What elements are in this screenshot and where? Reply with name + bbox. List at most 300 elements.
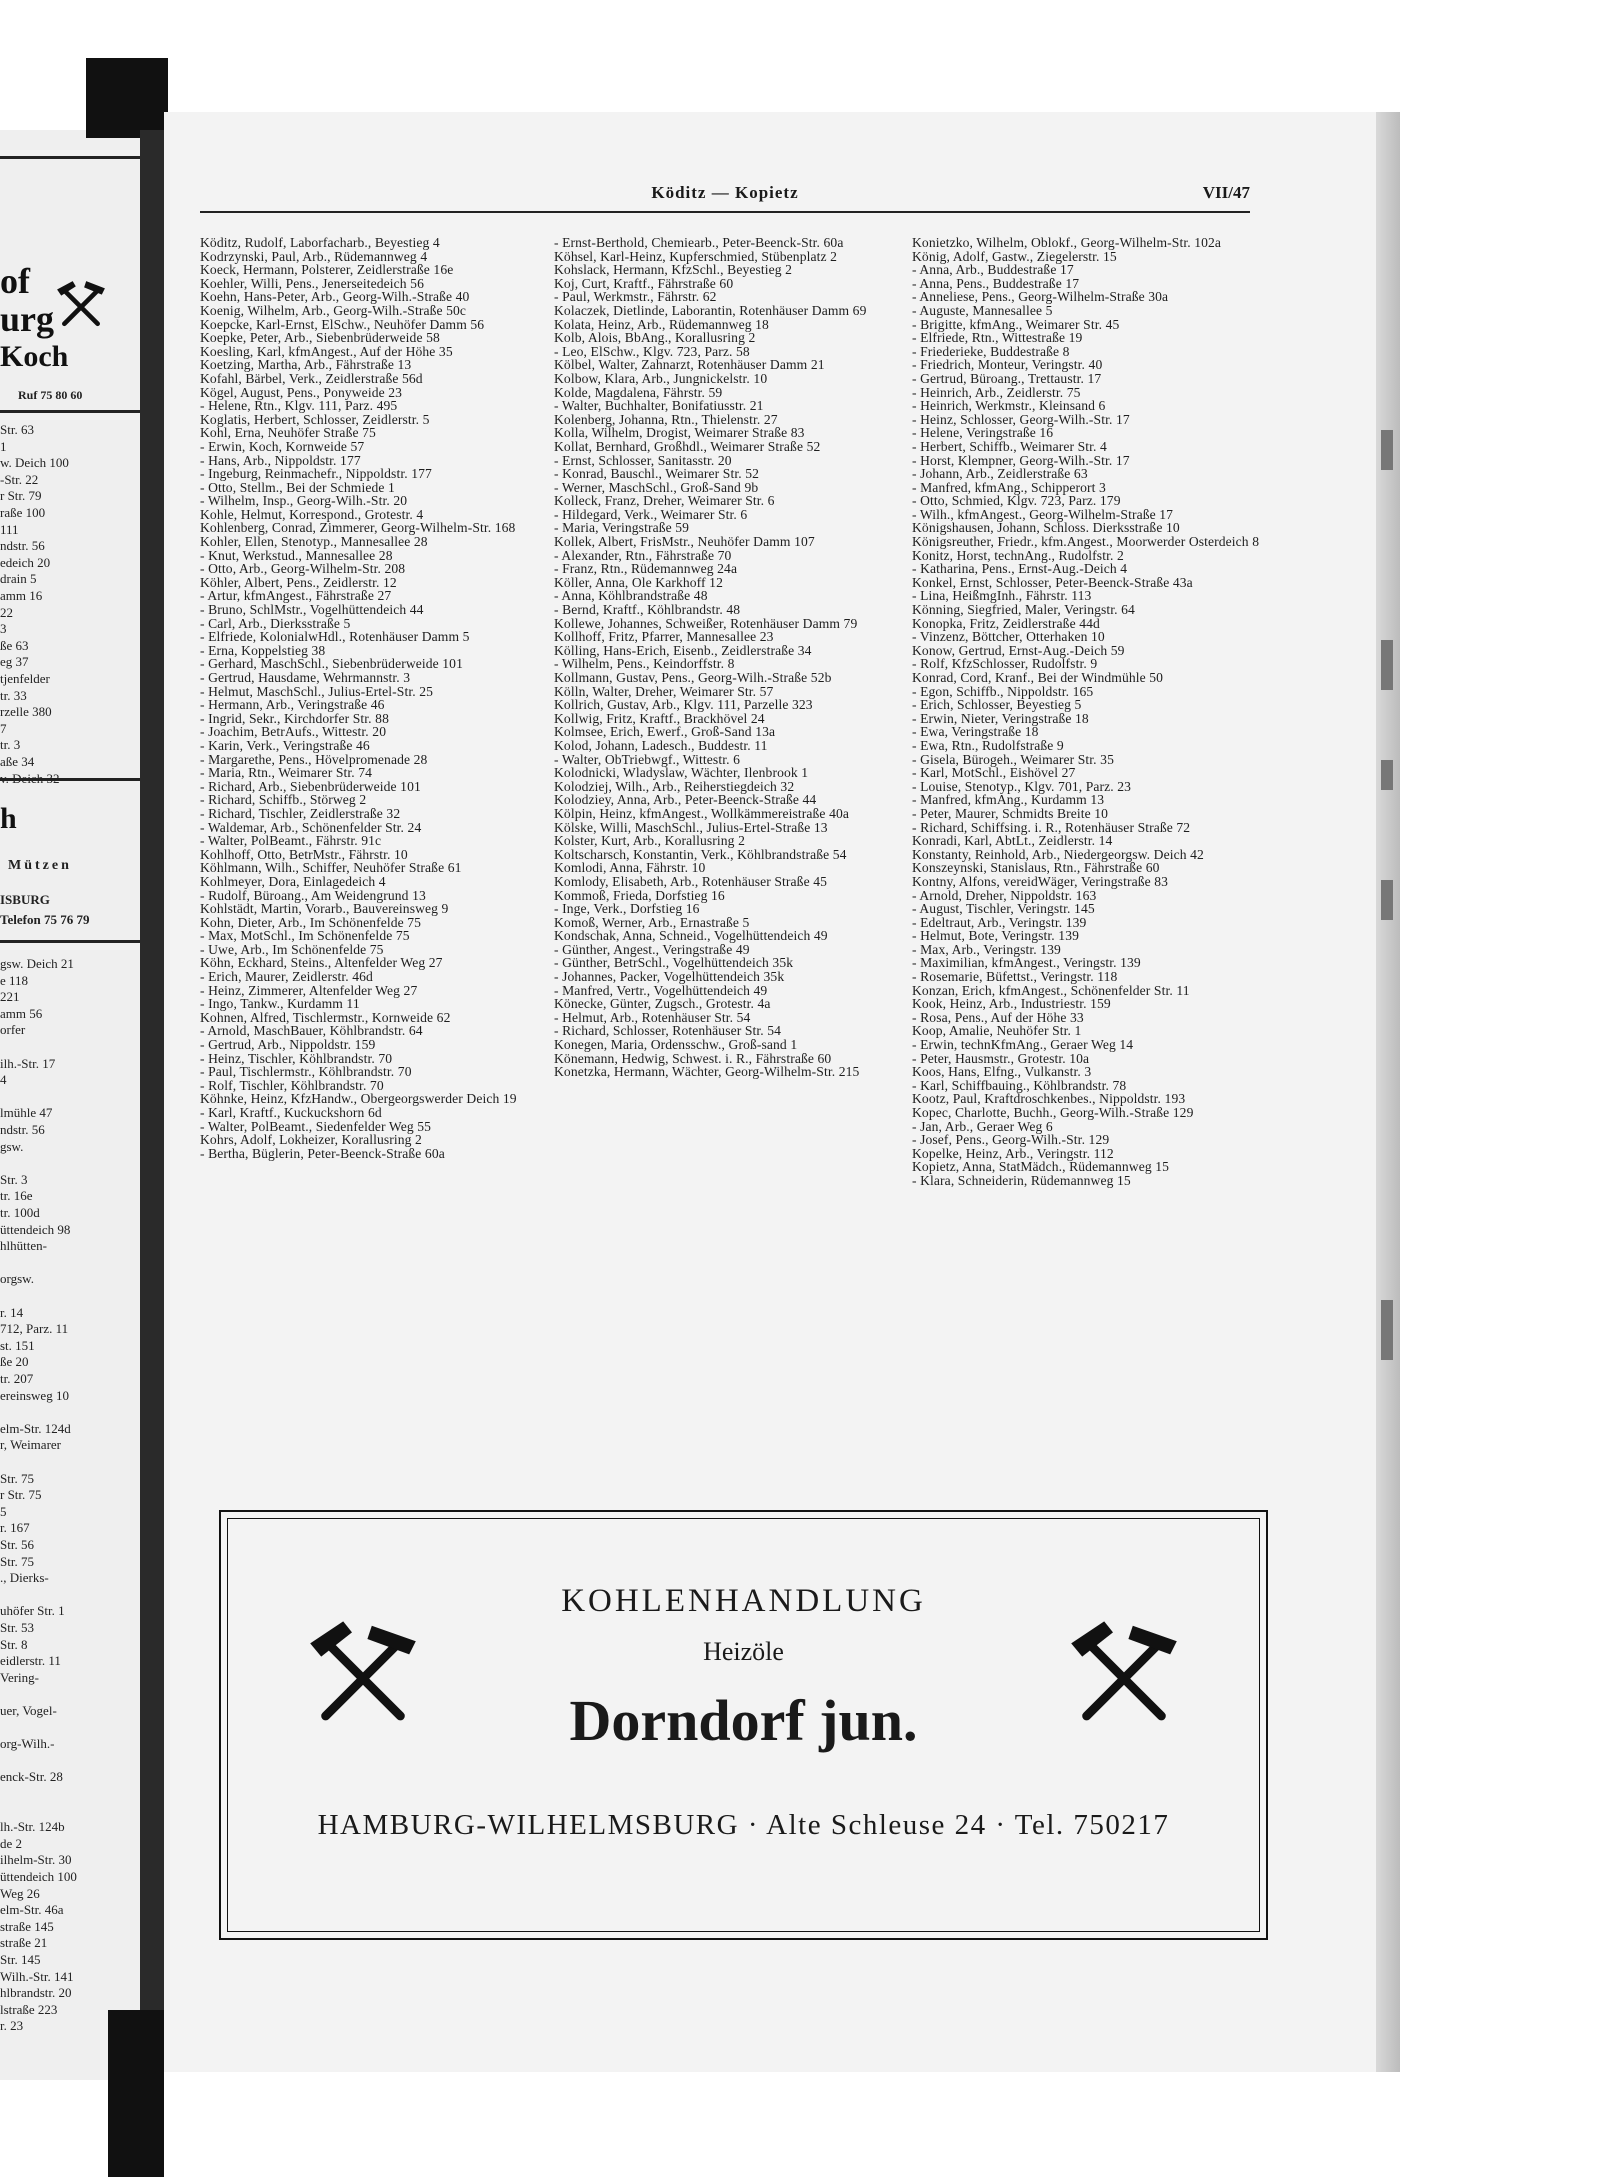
directory-entry: - Gisela, Bürogeh., Weimarer Str. 35: [912, 751, 1114, 767]
directory-entry: Kölling, Hans-Erich, Eisenb., Zeidlerstraße 34: [554, 642, 812, 658]
left-ad2-line-4: Telefon 75 76 79: [0, 912, 90, 927]
directory-entry: - Helene, Veringstraße 16: [912, 425, 1054, 441]
directory-entry: - Franz, Rtn., Rüdemannweg 24a: [554, 561, 738, 577]
edge-tab-mark: [1381, 640, 1393, 690]
directory-entry: Kolla, Wilhelm, Drogist, Weimarer Straße 83: [554, 425, 805, 441]
binding-strip-top: [86, 58, 168, 138]
directory-entry: - Friederieke, Buddestraße 8: [912, 343, 1070, 359]
directory-entry: - Otto, Stellm., Bei der Schmiede 1: [200, 479, 395, 495]
edge-tab-mark: [1381, 1300, 1393, 1360]
left-page-line: tr. 3: [0, 737, 21, 753]
directory-entry: - Helene, Rtn., Klgv. 111, Parz. 495: [200, 398, 398, 414]
directory-entry: - Rosemarie, Büfettst., Veringstr. 118: [912, 969, 1118, 985]
directory-entry: - Johann, Arb., Zeidlerstraße 63: [912, 466, 1088, 482]
directory-entry: Köhnke, Heinz, KfzHandw., Obergeorgswerder Deich 19: [200, 1091, 517, 1107]
directory-entry: - Auguste, Mannesallee 5: [912, 302, 1053, 318]
directory-entry: - Karl, MotSchl., Eishövel 27: [912, 765, 1076, 781]
left-page-line: tjenfelder: [0, 671, 50, 686]
directory-entry: Kolodnicki, Wladyslaw, Wächter, Ilenbrook 1: [554, 765, 809, 781]
directory-entry: - Richard, Arb., Siebenbrüderweide 101: [200, 778, 421, 794]
directory-entry: Konopka, Fritz, Zeidlerstraße 44d: [912, 615, 1100, 631]
directory-entry: Könning, Siegfried, Maler, Veringstr. 64: [912, 602, 1135, 618]
directory-entry: Kölln, Walter, Dreher, Weimarer Str. 57: [554, 683, 774, 699]
directory-entry: - Arnold, MaschBauer, Köhlbrandstr. 64: [200, 1023, 423, 1039]
directory-entry: - Walter, ObTriebwgf., Wittestr. 6: [554, 751, 740, 767]
directory-entry: - Elfriede, Rtn., Wittestraße 19: [912, 330, 1083, 346]
directory-entry: Koos, Hans, Elfng., Vulkanstr. 3: [912, 1064, 1092, 1080]
left-page-line: amm 56: [0, 1005, 43, 1021]
left-page-line: 4: [0, 1072, 7, 1088]
left-page-line: gsw. Deich 21: [0, 956, 74, 971]
directory-entry: - Karl, Schiffbauing., Köhlbrandstr. 78: [912, 1077, 1127, 1093]
directory-entry: - Gertrud, Büroang., Trettaustr. 17: [912, 370, 1102, 386]
directory-entry: - Waldemar, Arb., Schönenfelder Str. 24: [200, 819, 422, 835]
left-ad-line-1: of: [0, 261, 30, 301]
left-ad-line-2: urg: [0, 299, 54, 339]
directory-entry: Königsreuther, Friedr., kfm.Angest., Moorwerder Osterdeich 8: [912, 534, 1260, 550]
directory-entry: - Paul, Tischlermstr., Köhlbrandstr. 70: [200, 1064, 412, 1080]
edge-tab-mark: [1381, 880, 1393, 920]
directory-entry: - Lina, HeißmgInh., Fährstr. 113: [912, 588, 1092, 604]
left-page-line: enck-Str. 28: [0, 1769, 63, 1785]
directory-entry: - Hans, Arb., Nippoldstr. 177: [200, 452, 361, 468]
directory-entry: Kollwig, Fritz, Kraftf., Brackhövel 24: [554, 710, 765, 726]
directory-entry: - Maria, Veringstraße 59: [554, 520, 690, 536]
left-page-line: lmühle 47: [0, 1105, 53, 1121]
ad-subtitle: Heizöle: [703, 1637, 784, 1666]
left-page-line: drain 5: [0, 571, 37, 587]
directory-entry: - Vinzenz, Böttcher, Otterhaken 10: [912, 629, 1105, 645]
directory-entry: - Otto, Schmied, Klgv. 723, Parz. 179: [912, 493, 1121, 509]
directory-entry: - Gerhard, MaschSchl., Siebenbrüderweide 101: [200, 656, 463, 672]
directory-entry: - Erich, Schlosser, Beyestieg 5: [912, 697, 1082, 713]
directory-entry: Kopec, Charlotte, Buchh., Georg-Wilh.-Straße 129: [912, 1105, 1194, 1120]
directory-entry: - Egon, Schiffb., Nippoldstr. 165: [912, 683, 1094, 699]
directory-entry: - Bernd, Kraftf., Köhlbrandstr. 48: [554, 602, 741, 618]
directory-entry: Kollhoff, Fritz, Pfarrer, Mannesallee 23: [554, 629, 774, 645]
left-ad-line-3: Koch: [0, 340, 69, 373]
left-page-line: ereinsweg 10: [0, 1387, 69, 1403]
directory-entry: - Manfred, Vertr., Vogelhüttendeich 49: [554, 982, 768, 998]
directory-entry: - Margarethe, Pens., Hövelpromenade 28: [200, 751, 428, 767]
directory-entry: - Carl, Arb., Dierksstraße 5: [200, 615, 351, 631]
directory-entry: Konetzka, Hermann, Wächter, Georg-Wilhelm-Str. 215: [554, 1064, 860, 1080]
directory-entry: - Bertha, Büglerin, Peter-Beenck-Straße 60a: [200, 1145, 445, 1161]
left-page-line: lstraße 223: [0, 2001, 58, 2017]
directory-entry: Konietzko, Wilhelm, Oblokf., Georg-Wilhelm-Str. 102a: [912, 236, 1222, 250]
directory-entry: Koj, Curt, Kraftf., Fährstraße 60: [554, 275, 734, 291]
directory-entry: - Anneliese, Pens., Georg-Wilhelm-Straße 30a: [912, 289, 1169, 305]
edge-tab-mark: [1381, 430, 1393, 470]
directory-entry: - Ingrid, Sekr., Kirchdorfer Str. 88: [200, 710, 389, 726]
directory-entry: - Jan, Arb., Geraer Weg 6: [912, 1118, 1053, 1134]
left-page-line: r Str. 75: [0, 1487, 42, 1503]
directory-entry: - Manfred, kfmAng., Kurdamm 13: [912, 792, 1105, 808]
directory-entry: - Karin, Verk., Veringstraße 46: [200, 737, 370, 753]
advertisement-inner-frame: [227, 1518, 1260, 1932]
left-ad-phone: Ruf 75 80 60: [18, 388, 83, 402]
left-page-line: tr. 16e: [0, 1188, 33, 1204]
directory-entry: Koepcke, Karl-Ernst, ElSchw., Neuhöfer Damm 56: [200, 316, 485, 332]
left-page-line: üttendeich 100: [0, 1869, 77, 1884]
left-page-line: hlhütten-: [0, 1238, 47, 1254]
directory-entry: Kohl, Erna, Neuhöfer Straße 75: [200, 425, 376, 441]
directory-entry: - Manfred, kfmAng., Schipperort 3: [912, 479, 1106, 495]
directory-entry: - Joachim, BetrAufs., Wittestr. 20: [200, 724, 387, 740]
directory-entry: Kollek, Albert, FrisMstr., Neuhöfer Damm 107: [554, 534, 815, 550]
directory-entry: Kohlstädt, Martin, Vorarb., Bauvereinsweg 9: [200, 901, 449, 917]
directory-entry: - Anna, Köhlbrandstraße 48: [554, 588, 708, 604]
directory-entry: Kondschak, Anna, Schneid., Vogelhüttendeich 49: [554, 928, 828, 944]
page-edge: [1376, 112, 1400, 2072]
left-page-line: ilh.-Str. 17: [0, 1055, 56, 1071]
left-page-line: Str. 145: [0, 1952, 41, 1967]
directory-entry: - Richard, Schlosser, Rotenhäuser Str. 54: [554, 1023, 782, 1039]
left-page-line: Str. 63: [0, 422, 34, 437]
directory-entry: - Rolf, KfzSchlosser, Rudolfstr. 9: [912, 656, 1098, 672]
left-page-line: ße 63: [0, 637, 29, 653]
left-page-line: raße 100: [0, 505, 46, 520]
previous-page-fragment: [0, 130, 140, 2080]
left-page-line: st. 151: [0, 1337, 35, 1353]
directory-entry: Kommoß, Frieda, Dorfstieg 16: [554, 887, 725, 903]
left-page-line: aße 34: [0, 754, 35, 769]
directory-entry: Kolb, Alois, BbAng., Korallusring 2: [554, 330, 756, 346]
directory-entry: Kohslack, Hermann, KfzSchl., Beyestieg 2: [554, 262, 793, 278]
directory-entry: Kootz, Paul, Kraftdroschkenbes., Nippoldstr. 193: [912, 1091, 1186, 1107]
directory-entry: Konszeynski, Stanislaus, Rtn., Fährstraße 60: [912, 860, 1160, 876]
directory-entry: - Knut, Werkstud., Mannesallee 28: [200, 547, 393, 563]
left-page-line: e 118: [0, 972, 29, 988]
directory-entry: - Walter, PolBeamt., Siedenfelder Weg 55: [200, 1118, 432, 1134]
left-page-line: 3: [0, 621, 7, 637]
directory-entry: Konradi, Karl, AbtLt., Zeidlerstr. 14: [912, 833, 1113, 849]
left-page-line: straße 145: [0, 1918, 54, 1934]
header-rule: [200, 211, 1250, 213]
left-page-line: ndstr. 56: [0, 1122, 45, 1137]
left-page-line: ., Dierks-: [0, 1570, 49, 1586]
left-page-line: r. 14: [0, 1304, 24, 1320]
directory-entry: Kohlhoff, Otto, BetrMstr., Fährstr. 10: [200, 846, 408, 862]
running-header: [200, 183, 1250, 207]
directory-entry: - Richard, Schiffb., Störweg 2: [200, 792, 367, 808]
left-page-line: Vering-: [0, 1669, 39, 1685]
directory-entry: - Hermann, Arb., Veringstraße 46: [200, 697, 385, 713]
directory-entry: Kolodziej, Wilh., Arb., Reiherstiegdeich 32: [554, 778, 795, 794]
left-page-line: org-Wilh.-: [0, 1736, 55, 1752]
directory-entry: Konrad, Cord, Kranf., Bei der Windmühle 50: [912, 670, 1164, 685]
directory-entry: Kolleck, Franz, Dreher, Weimarer Str. 6: [554, 493, 775, 509]
left-page-line: orgsw.: [0, 1271, 34, 1287]
directory-column-2: [554, 236, 902, 1480]
left-page-line: 1: [0, 438, 7, 454]
left-page-line: Str. 3: [0, 1171, 28, 1187]
directory-entry: Kolenberg, Johanna, Rtn., Thielenstr. 27: [554, 411, 778, 427]
directory-entry: Kölske, Willi, MaschSchl., Julius-Ertel-Straße 13: [554, 819, 828, 835]
left-page-line: elm-Str. 124d: [0, 1420, 71, 1436]
binding-strip-bottom: [108, 2010, 164, 2177]
directory-entry: Köhn, Eckhard, Steins., Altenfelder Weg 27: [200, 955, 443, 971]
directory-entry: Kollmann, Gustav, Pens., Georg-Wilh.-Straße 52b: [554, 670, 832, 685]
left-page-line: gsw.: [0, 1138, 24, 1154]
directory-entry: Königshausen, Johann, Schloss. Dierksstraße 10: [912, 520, 1180, 536]
directory-entry: - Rolf, Tischler, Köhlbrandstr. 70: [200, 1077, 384, 1093]
left-page-line: 22: [0, 604, 13, 620]
directory-entry: - Wilhelm, Insp., Georg-Wilh.-Str. 20: [200, 493, 408, 509]
directory-entry: Köller, Anna, Ole Karkhoff 12: [554, 574, 723, 590]
left-ad2-line-3: ISBURG: [0, 892, 50, 907]
directory-entry: - Leo, ElSchw., Klgv. 723, Parz. 58: [554, 343, 750, 359]
directory-entry: Kölbel, Walter, Zahnarzt, Rotenhäuser Damm 21: [554, 357, 825, 373]
left-page-line: uhöfer Str. 1: [0, 1603, 65, 1619]
directory-entry: Koehler, Willi, Pens., Jenerseitedeich 56: [200, 275, 424, 291]
directory-entry: Koehn, Hans-Peter, Arb., Georg-Wilh.-Straße 40: [200, 289, 470, 305]
left-page-line: straße 21: [0, 1935, 48, 1951]
directory-entry: - Erna, Koppelstieg 38: [200, 642, 326, 658]
directory-entry: Konegen, Maria, Ordensschw., Groß-sand 1: [554, 1037, 798, 1053]
directory-entry: Köhsel, Karl-Heinz, Kupferschmied, Stübenplatz 2: [554, 248, 838, 264]
directory-entry: Köhler, Albert, Pens., Zeidlerstr. 12: [200, 574, 397, 590]
directory-entry: Köhlmann, Wilh., Schiffer, Neuhöfer Straße 61: [200, 860, 462, 876]
ad-address: HAMBURG-WILHELMSBURG · Alte Schleuse 24 · Tel. 750217: [317, 1809, 1170, 1841]
directory-entry: Konkel, Ernst, Schlosser, Peter-Beenck-Straße 43a: [912, 574, 1193, 590]
directory-entry: - Klara, Schneiderin, Rüdemannweg 15: [912, 1172, 1131, 1188]
hammer-and-pick-icon: [1069, 1617, 1179, 1727]
directory-entry: - Otto, Arb., Georg-Wilhelm-Str. 208: [200, 561, 406, 577]
directory-entry: - Anna, Arb., Buddestraße 17: [912, 262, 1074, 278]
left-page-line: eg 37: [0, 654, 29, 670]
directory-entry: - Gertrud, Arb., Nippoldstr. 159: [200, 1037, 376, 1053]
left-page-line: hlbrandstr. 20: [0, 1985, 72, 2001]
left-page-line: Str. 53: [0, 1620, 34, 1635]
left-page-line: ße 20: [0, 1354, 29, 1370]
directory-entry: Kopelke, Heinz, Arb., Veringstr. 112: [912, 1145, 1114, 1161]
directory-entry: - Erwin, Koch, Kornweide 57: [200, 438, 365, 454]
left-page-rule-4: [0, 940, 140, 943]
directory-entry: - Erich, Maurer, Zeidlerstr. 46d: [200, 969, 373, 985]
directory-entry: - Günther, BetrSchl., Vogelhüttendeich 35k: [554, 955, 794, 971]
directory-entry: - Richard, Tischler, Zeidlerstraße 32: [200, 805, 401, 821]
directory-entry: - Elfriede, KolonialwHdl., Rotenhäuser Damm 5: [200, 629, 470, 645]
directory-entry: Koesling, Karl, kfmAngest., Auf der Höhe 35: [200, 343, 453, 359]
left-page-line: 5: [0, 1503, 7, 1519]
directory-entry: Konow, Gertrud, Ernst-Aug.-Deich 59: [912, 642, 1125, 658]
directory-entry: - Heinz, Tischler, Köhlbrandstr. 70: [200, 1050, 393, 1066]
directory-entry: Kölpin, Heinz, kfmAngest., Wollkämmereistraße 40a: [554, 805, 849, 821]
directory-entry: Kolod, Johann, Ladesch., Buddestr. 11: [554, 737, 768, 753]
left-page-line: Str. 75: [0, 1470, 34, 1486]
page-gutter: [140, 130, 164, 2080]
directory-entry: - Helmut, Arb., Rotenhäuser Str. 54: [554, 1009, 751, 1025]
directory-entry: Kohle, Helmut, Korrespond., Grotestr. 4: [200, 506, 424, 522]
directory-entry: - Wilhelm, Pens., Keindorffstr. 8: [554, 656, 735, 672]
page-title: Köditz — Kopietz: [651, 183, 799, 202]
directory-entry: Komlodi, Anna, Fährstr. 10: [554, 860, 706, 876]
left-page-line: tr. 207: [0, 1371, 34, 1386]
directory-entry: Kolde, Magdalena, Fährstr. 59: [554, 384, 723, 400]
directory-entry: - Günther, Angest., Veringstraße 49: [554, 941, 750, 957]
directory-entry: Konitz, Horst, technAng., Rudolfstr. 2: [912, 547, 1124, 563]
left-page-line: orfer: [0, 1022, 26, 1038]
directory-entry: - Karl, Kraftf., Kuckuckshorn 6d: [200, 1105, 382, 1120]
directory-entry: Koeck, Hermann, Polsterer, Zeidlerstraße 16e: [200, 262, 454, 278]
directory-entry: Kolaczek, Dietlinde, Laborantin, Rotenhäuser Damm 69: [554, 302, 867, 318]
directory-entry: - Brigitte, kfmAng., Weimarer Str. 45: [912, 316, 1120, 332]
left-page-line: 7: [0, 720, 7, 736]
left-page-line: r Str. 79: [0, 488, 42, 504]
page-number: VII/47: [1202, 183, 1250, 202]
left-page-line: Str. 75: [0, 1553, 34, 1569]
directory-entry: - Friedrich, Monteur, Veringstr. 40: [912, 357, 1103, 373]
directory-entry: - Ernst, Schlosser, Sanitasstr. 20: [554, 452, 732, 468]
left-page-line: elm-Str. 46a: [0, 1902, 64, 1918]
directory-entry: - August, Tischler, Veringstr. 145: [912, 901, 1095, 917]
left-page-line: 712, Parz. 11: [0, 1321, 69, 1337]
hammer-and-pick-icon: [55, 278, 107, 330]
directory-entry: Koenig, Wilhelm, Arb., Georg-Wilh.-Straße 50c: [200, 302, 467, 318]
left-page-line: rzelle 380: [0, 704, 52, 720]
left-ad2-line-2: Mützen: [8, 858, 72, 873]
left-page-line: tr. 100d: [0, 1205, 40, 1220]
directory-entry: Köditz, Rudolf, Laborfacharb., Beyestieg 4: [200, 236, 440, 250]
directory-entry: - Erwin, Nieter, Veringstraße 18: [912, 710, 1089, 726]
advertisement-box: [219, 1510, 1268, 1940]
ad-title: KOHLENHANDLUNG: [561, 1583, 926, 1619]
directory-entry: Kögel, August, Pens., Ponyweide 23: [200, 384, 403, 400]
left-page-line: ilhelm-Str. 30: [0, 1852, 72, 1868]
directory-entry: Kodrzynski, Paul, Arb., Rüdemannweg 4: [200, 248, 428, 264]
left-page-line: r. 23: [0, 2018, 24, 2034]
directory-entry: - Johannes, Packer, Vogelhüttendeich 35k: [554, 969, 785, 985]
directory-entry: Könemann, Hedwig, Schwest. i. R., Fährstraße 60: [554, 1050, 832, 1066]
left-page-line: 221: [0, 989, 20, 1005]
directory-entry: - Max, MotSchl., Im Schönenfelde 75: [200, 928, 410, 944]
directory-entry: Konstanty, Reinhold, Arb., Niedergeorgsw. Deich 42: [912, 846, 1204, 862]
directory-entry: - Erwin, technKfmAng., Geraer Weg 14: [912, 1037, 1134, 1053]
directory-entry: - Maximilian, kfmAngest., Veringstr. 139: [912, 955, 1141, 971]
left-page-line: lh.-Str. 124b: [0, 1819, 65, 1835]
directory-entry: Koltscharsch, Konstantin, Verk., Köhlbrandstraße 54: [554, 846, 847, 862]
left-page-rule-2: [0, 410, 140, 413]
ad-company-name: Dorndorf jun.: [569, 1688, 918, 1753]
directory-entry: Kook, Heinz, Arb., Industriestr. 159: [912, 996, 1111, 1012]
directory-entry: - Josef, Pens., Georg-Wilh.-Str. 129: [912, 1132, 1110, 1148]
directory-entry: - Uwe, Arb., Im Schönenfelde 75: [200, 941, 384, 957]
directory-entry: - Artur, kfmAngest., Fährstraße 27: [200, 588, 392, 604]
directory-entry: - Ingeburg, Reinmachefr., Nippoldstr. 177: [200, 466, 432, 482]
left-page-line: 111: [0, 521, 19, 537]
left-page-line: w. Deich 100: [0, 455, 69, 471]
directory-entry: - Peter, Hausmstr., Grotestr. 10a: [912, 1050, 1090, 1066]
directory-entry: - Rudolf, Büroang., Am Weidengrund 13: [200, 887, 426, 903]
directory-entry: - Ernst-Berthold, Chemiearb., Peter-Beenck-Str. 60a: [554, 236, 844, 250]
directory-entry: - Richard, Schiffsing. i. R., Rotenhäuser Straße 72: [912, 819, 1191, 835]
directory-entry: - Anna, Pens., Buddestraße 17: [912, 275, 1080, 291]
directory-entry: - Helmut, MaschSchl., Julius-Ertel-Str. 25: [200, 683, 434, 699]
directory-entry: Komoß, Werner, Arb., Ernastraße 5: [554, 914, 750, 930]
left-page-line: tr. 33: [0, 687, 27, 703]
left-page-line: edeich 20: [0, 554, 51, 570]
directory-entry: - Arnold, Dreher, Nippoldstr. 163: [912, 887, 1097, 903]
directory-column-3: [912, 236, 1260, 1480]
directory-entry: - Inge, Verk., Dorfstieg 16: [554, 901, 700, 917]
directory-entry: Konzan, Erich, kfmAngest., Schönenfelder Str. 11: [912, 982, 1190, 998]
directory-entry: Kohlenberg, Conrad, Zimmerer, Georg-Wilhelm-Str. 168: [200, 520, 516, 536]
left-page-line: Weg 26: [0, 1885, 40, 1901]
directory-entry: - Werner, MaschSchl., Groß-Sand 9b: [554, 479, 759, 495]
directory-entry: Kohlmeyer, Dora, Einlagedeich 4: [200, 873, 386, 889]
directory-entry: Kollrich, Gustav, Arb., Klgv. 111, Parzelle 323: [554, 697, 813, 713]
directory-entry: Komlody, Elisabeth, Arb., Rotenhäuser Straße 45: [554, 873, 828, 889]
directory-entry: Kopietz, Anna, StatMädch., Rüdemannweg 15: [912, 1159, 1170, 1175]
directory-entry: - Peter, Maurer, Schmidts Breite 10: [912, 805, 1109, 821]
directory-entry: Kolmsee, Erich, Ewerf., Groß-Sand 13a: [554, 724, 776, 740]
directory-column-1: [200, 236, 548, 1476]
directory-entry: König, Adolf, Gastw., Ziegelerstr. 15: [912, 248, 1117, 264]
directory-entry: - Maria, Rtn., Weimarer Str. 74: [200, 765, 373, 781]
directory-entry: Kofahl, Bärbel, Verk., Zeidlerstraße 56d: [200, 370, 423, 386]
left-page-line: r, Weimarer: [0, 1437, 61, 1453]
directory-entry: - Heinrich, Arb., Zeidlerstr. 75: [912, 384, 1081, 400]
directory-entry: - Ingo, Tankw., Kurdamm 11: [200, 996, 360, 1012]
directory-entry: - Rosa, Pens., Auf der Höhe 33: [912, 1009, 1084, 1025]
directory-entry: Koepke, Peter, Arb., Siebenbrüderweide 58: [200, 330, 440, 346]
left-page-rule-3: [0, 778, 140, 781]
directory-entry: - Wilh., kfmAngest., Georg-Wilhelm-Straße 17: [912, 506, 1174, 522]
directory-entry: - Gertrud, Hausdame, Wehrmannstr. 3: [200, 670, 411, 685]
directory-entry: - Louise, Stenotyp., Klgv. 701, Parz. 23: [912, 778, 1132, 794]
directory-entry: Kollewe, Johannes, Schweißer, Rotenhäuser Damm 79: [554, 615, 858, 631]
directory-entry: - Ewa, Veringstraße 18: [912, 724, 1039, 740]
directory-entry: Könecke, Günter, Zugsch., Grotestr. 4a: [554, 996, 771, 1012]
directory-entry: Kohrs, Adolf, Lokheizer, Korallusring 2: [200, 1132, 422, 1148]
directory-entry: - Ewa, Rtn., Rudolfstraße 9: [912, 737, 1064, 753]
directory-entry: - Walter, Buchhalter, Bonifatiusstr. 21: [554, 398, 764, 414]
edge-tab-mark: [1381, 760, 1393, 790]
directory-entry: - Edeltraut, Arb., Veringstr. 139: [912, 914, 1087, 930]
directory-entry: Kohler, Ellen, Stenotyp., Mannesallee 28: [200, 534, 428, 550]
directory-entry: Kontny, Alfons, vereidWäger, Veringstraße 83: [912, 873, 1169, 889]
left-page-line: Str. 56: [0, 1537, 34, 1552]
left-page-line: uer, Vogel-: [0, 1703, 57, 1718]
left-page-line: -Str. 22: [0, 471, 39, 487]
left-page-line: de 2: [0, 1835, 23, 1851]
left-page-line: eidlerstr. 11: [0, 1653, 61, 1669]
directory-entry: Kohnen, Alfred, Tischlermstr., Kornweide 62: [200, 1009, 451, 1025]
left-page-line: r. 167: [0, 1520, 30, 1536]
directory-entry: - Walter, PolBeamt., Fährstr. 91c: [200, 833, 382, 849]
directory-entry: - Horst, Klempner, Georg-Wilh.-Str. 17: [912, 452, 1130, 468]
directory-entry: - Paul, Werkmstr., Fährstr. 62: [554, 289, 717, 305]
directory-entry: Kolbow, Klara, Arb., Jungnickelstr. 10: [554, 370, 768, 386]
directory-entry: - Heinz, Schlosser, Georg-Wilh.-Str. 17: [912, 411, 1130, 427]
directory-entry: - Bruno, SchlMstr., Vogelhüttendeich 44: [200, 602, 424, 618]
directory-entry: - Katharina, Pens., Ernst-Aug.-Deich 4: [912, 561, 1128, 577]
directory-entry: Koglatis, Herbert, Schlosser, Zeidlerstr. 5: [200, 411, 430, 427]
left-page-line: üttendeich 98: [0, 1221, 71, 1237]
left-page-line: Wilh.-Str. 141: [0, 1968, 74, 1984]
directory-entry: - Alexander, Rtn., Fährstraße 70: [554, 547, 732, 563]
left-page-line: Str. 8: [0, 1636, 28, 1652]
directory-entry: - Helmut, Bote, Veringstr. 139: [912, 928, 1079, 944]
directory-entry: - Max, Arb., Veringstr. 139: [912, 941, 1061, 957]
directory-entry: Kolster, Kurt, Arb., Korallusring 2: [554, 833, 745, 849]
directory-entry: Kolata, Heinz, Arb., Rüdemannweg 18: [554, 316, 769, 332]
directory-entry: - Heinrich, Werkmstr., Kleinsand 6: [912, 398, 1106, 414]
left-page-line: ndstr. 56: [0, 538, 45, 554]
directory-entry: - Herbert, Schiffb., Weimarer Str. 4: [912, 438, 1107, 454]
directory-entry: - Konrad, Bauschl., Weimarer Str. 52: [554, 466, 759, 482]
